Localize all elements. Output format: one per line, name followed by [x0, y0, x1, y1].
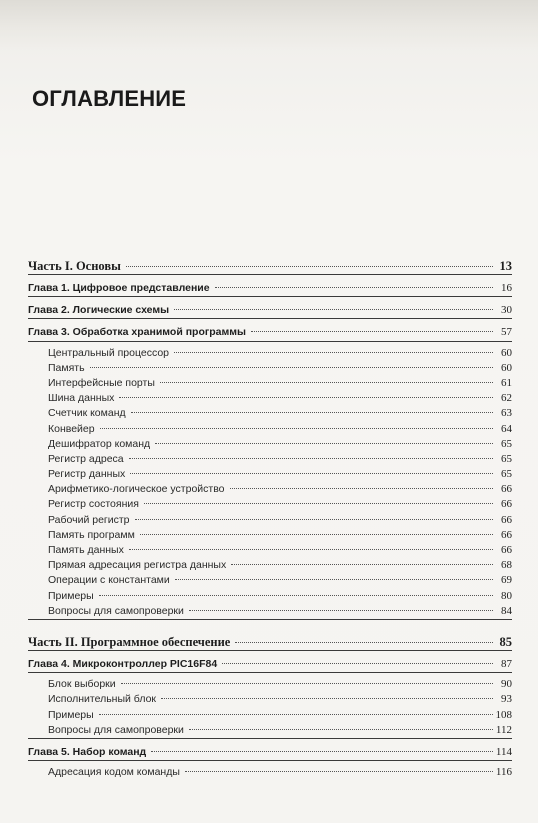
leader-dots [174, 352, 493, 353]
leader-dots [100, 428, 493, 429]
toc-page-number: 57 [501, 326, 512, 339]
toc-section-label: Рабочий регистр [48, 513, 130, 526]
toc-section-label: Память [48, 361, 85, 374]
page-title: ОГЛАВЛЕНИЕ [32, 86, 187, 111]
leader-dots [230, 488, 493, 489]
toc-section-label: Адресация кодом команды [48, 766, 180, 779]
toc-chapter-3[interactable] [28, 325, 512, 340]
leader-dots [251, 331, 493, 332]
toc-part-label: Часть I. Основы [28, 259, 121, 273]
leader-dots [222, 663, 493, 664]
leader-dots [140, 534, 493, 535]
toc-section-row[interactable] [28, 361, 512, 376]
toc-page-number: 68 [501, 559, 512, 572]
toc-section-label: Регистр данных [48, 468, 126, 481]
toc-section-label: Примеры [48, 589, 94, 602]
toc-page-number: 30 [501, 304, 512, 317]
leader-dots [231, 564, 493, 565]
toc-page-number: 66 [501, 513, 512, 526]
toc-section-row[interactable] [28, 467, 512, 482]
leader-dots [175, 579, 493, 580]
toc-section-label: Центральный процессор [48, 346, 170, 359]
leader-dots [126, 266, 493, 267]
toc-chapter-label: Глава 3. Обработка хранимой программы [28, 326, 246, 339]
toc-section-row[interactable] [28, 573, 512, 588]
leader-dots [119, 397, 493, 398]
toc-page-number: 84 [501, 604, 512, 617]
leader-dots [131, 412, 493, 413]
toc-section-label: Блок выборки [48, 678, 116, 691]
toc-page-number: 90 [501, 678, 512, 691]
leader-dots [129, 549, 493, 550]
toc-chapter-1[interactable] [28, 281, 512, 296]
toc-page-number: 112 [495, 723, 512, 736]
toc-page-number: 87 [501, 657, 512, 670]
toc-page-number: 66 [501, 528, 512, 541]
toc-page-number: 66 [501, 544, 512, 556]
toc-page-number: 108 [495, 708, 512, 721]
toc-section-row[interactable] [28, 723, 512, 738]
toc-chapter-label: Глава 2. Логические схемы [28, 304, 170, 317]
toc-section-row[interactable] [28, 765, 512, 780]
toc-section-label: Операции с константами [48, 574, 170, 587]
toc-page-number: 114 [495, 745, 512, 758]
toc-section-row[interactable] [28, 376, 512, 391]
toc-section-row[interactable] [28, 422, 512, 437]
toc-section-label: Примеры [48, 708, 94, 721]
toc-page-number: 63 [501, 407, 512, 420]
toc-section-label: Шина данных [48, 392, 115, 405]
leader-dots [129, 458, 493, 459]
toc-chapter-label: Глава 4. Микроконтроллер PIC16F84 [28, 657, 218, 670]
toc-page-number: 65 [501, 437, 512, 450]
toc-section-row[interactable] [28, 406, 512, 421]
chapter-3-sections [28, 346, 512, 619]
toc-page-number: 65 [501, 452, 512, 465]
leader-dots [135, 519, 493, 520]
toc-section-label: Конвейер [48, 422, 95, 435]
toc-page-number: 69 [501, 574, 512, 587]
toc-section-label: Вопросы для самопроверки [48, 723, 184, 736]
table-of-contents [28, 258, 512, 780]
toc-section-label: Вопросы для самопроверки [48, 604, 184, 617]
chapter-4-sections [28, 677, 512, 738]
toc-chapter-4[interactable] [28, 657, 512, 672]
chapter-5-sections [28, 765, 512, 780]
toc-section-label: Арифметико-логическое устройство [48, 483, 225, 496]
leader-dots [99, 595, 493, 596]
toc-part-1[interactable] [28, 258, 512, 274]
toc-section-row[interactable] [28, 497, 512, 512]
leader-dots [121, 683, 493, 684]
leader-dots [144, 503, 493, 504]
leader-dots [160, 382, 493, 383]
toc-section-label: Регистр состояния [48, 498, 139, 511]
toc-page-number: 64 [501, 422, 512, 435]
toc-page-number: 60 [501, 361, 512, 374]
toc-section-label: Память данных [48, 544, 124, 556]
leader-dots [215, 287, 493, 288]
toc-page-number: 61 [501, 376, 512, 389]
toc-section-row[interactable] [28, 543, 512, 558]
toc-section-row[interactable] [28, 692, 512, 707]
toc-section-row[interactable] [28, 708, 512, 723]
toc-section-row[interactable] [28, 589, 512, 604]
leader-dots [90, 367, 493, 368]
leader-dots [161, 698, 493, 699]
toc-section-label: Дешифратор команд [48, 437, 151, 450]
toc-part-label: Часть II. Программное обеспечение [28, 634, 231, 649]
toc-chapter-label: Глава 1. Цифровое представление [28, 282, 210, 294]
leader-dots [99, 714, 493, 715]
toc-section-row[interactable] [28, 558, 512, 573]
toc-section-row[interactable] [28, 346, 512, 361]
leader-dots [185, 771, 493, 772]
toc-section-label: Исполнительный блок [48, 693, 157, 706]
toc-chapter-2[interactable] [28, 303, 512, 318]
toc-section-row[interactable] [28, 528, 512, 543]
toc-page-number: 16 [501, 282, 512, 294]
toc-page-number: 80 [501, 589, 512, 602]
toc-section-row[interactable] [28, 437, 512, 452]
toc-section-label: Счетчик команд [48, 407, 126, 420]
toc-page-number: 85 [499, 634, 512, 649]
toc-section-row[interactable] [28, 391, 512, 406]
toc-section-row[interactable] [28, 604, 512, 619]
toc-page-number: 13 [499, 259, 512, 273]
page-top-shadow [0, 0, 538, 52]
toc-section-label: Регистр адреса [48, 452, 124, 465]
toc-page-number: 93 [501, 693, 512, 706]
leader-dots [189, 610, 493, 611]
leader-dots [235, 642, 493, 643]
toc-chapter-5[interactable] [28, 745, 512, 760]
toc-page-number: 66 [501, 483, 512, 496]
leader-dots [151, 751, 493, 752]
leader-dots [155, 443, 493, 444]
toc-section-row[interactable] [28, 482, 512, 497]
toc-page-number: 62 [501, 392, 512, 405]
leader-dots [174, 309, 493, 310]
toc-page-number: 66 [501, 498, 512, 511]
toc-part-2[interactable] [28, 634, 512, 650]
toc-section-label: Прямая адресация регистра данных [48, 559, 227, 572]
toc-page-number: 60 [501, 346, 512, 359]
leader-dots [189, 729, 493, 730]
toc-chapter-label: Глава 5. Набор команд [28, 745, 147, 758]
toc-section-row[interactable] [28, 513, 512, 528]
toc-section-label: Память программ [48, 528, 135, 541]
leader-dots [130, 473, 493, 474]
toc-section-label: Интерфейсные порты [48, 376, 155, 389]
toc-page-number: 116 [495, 766, 512, 779]
toc-section-row[interactable] [28, 677, 512, 692]
toc-section-row[interactable] [28, 452, 512, 467]
toc-page-number: 65 [501, 468, 512, 481]
